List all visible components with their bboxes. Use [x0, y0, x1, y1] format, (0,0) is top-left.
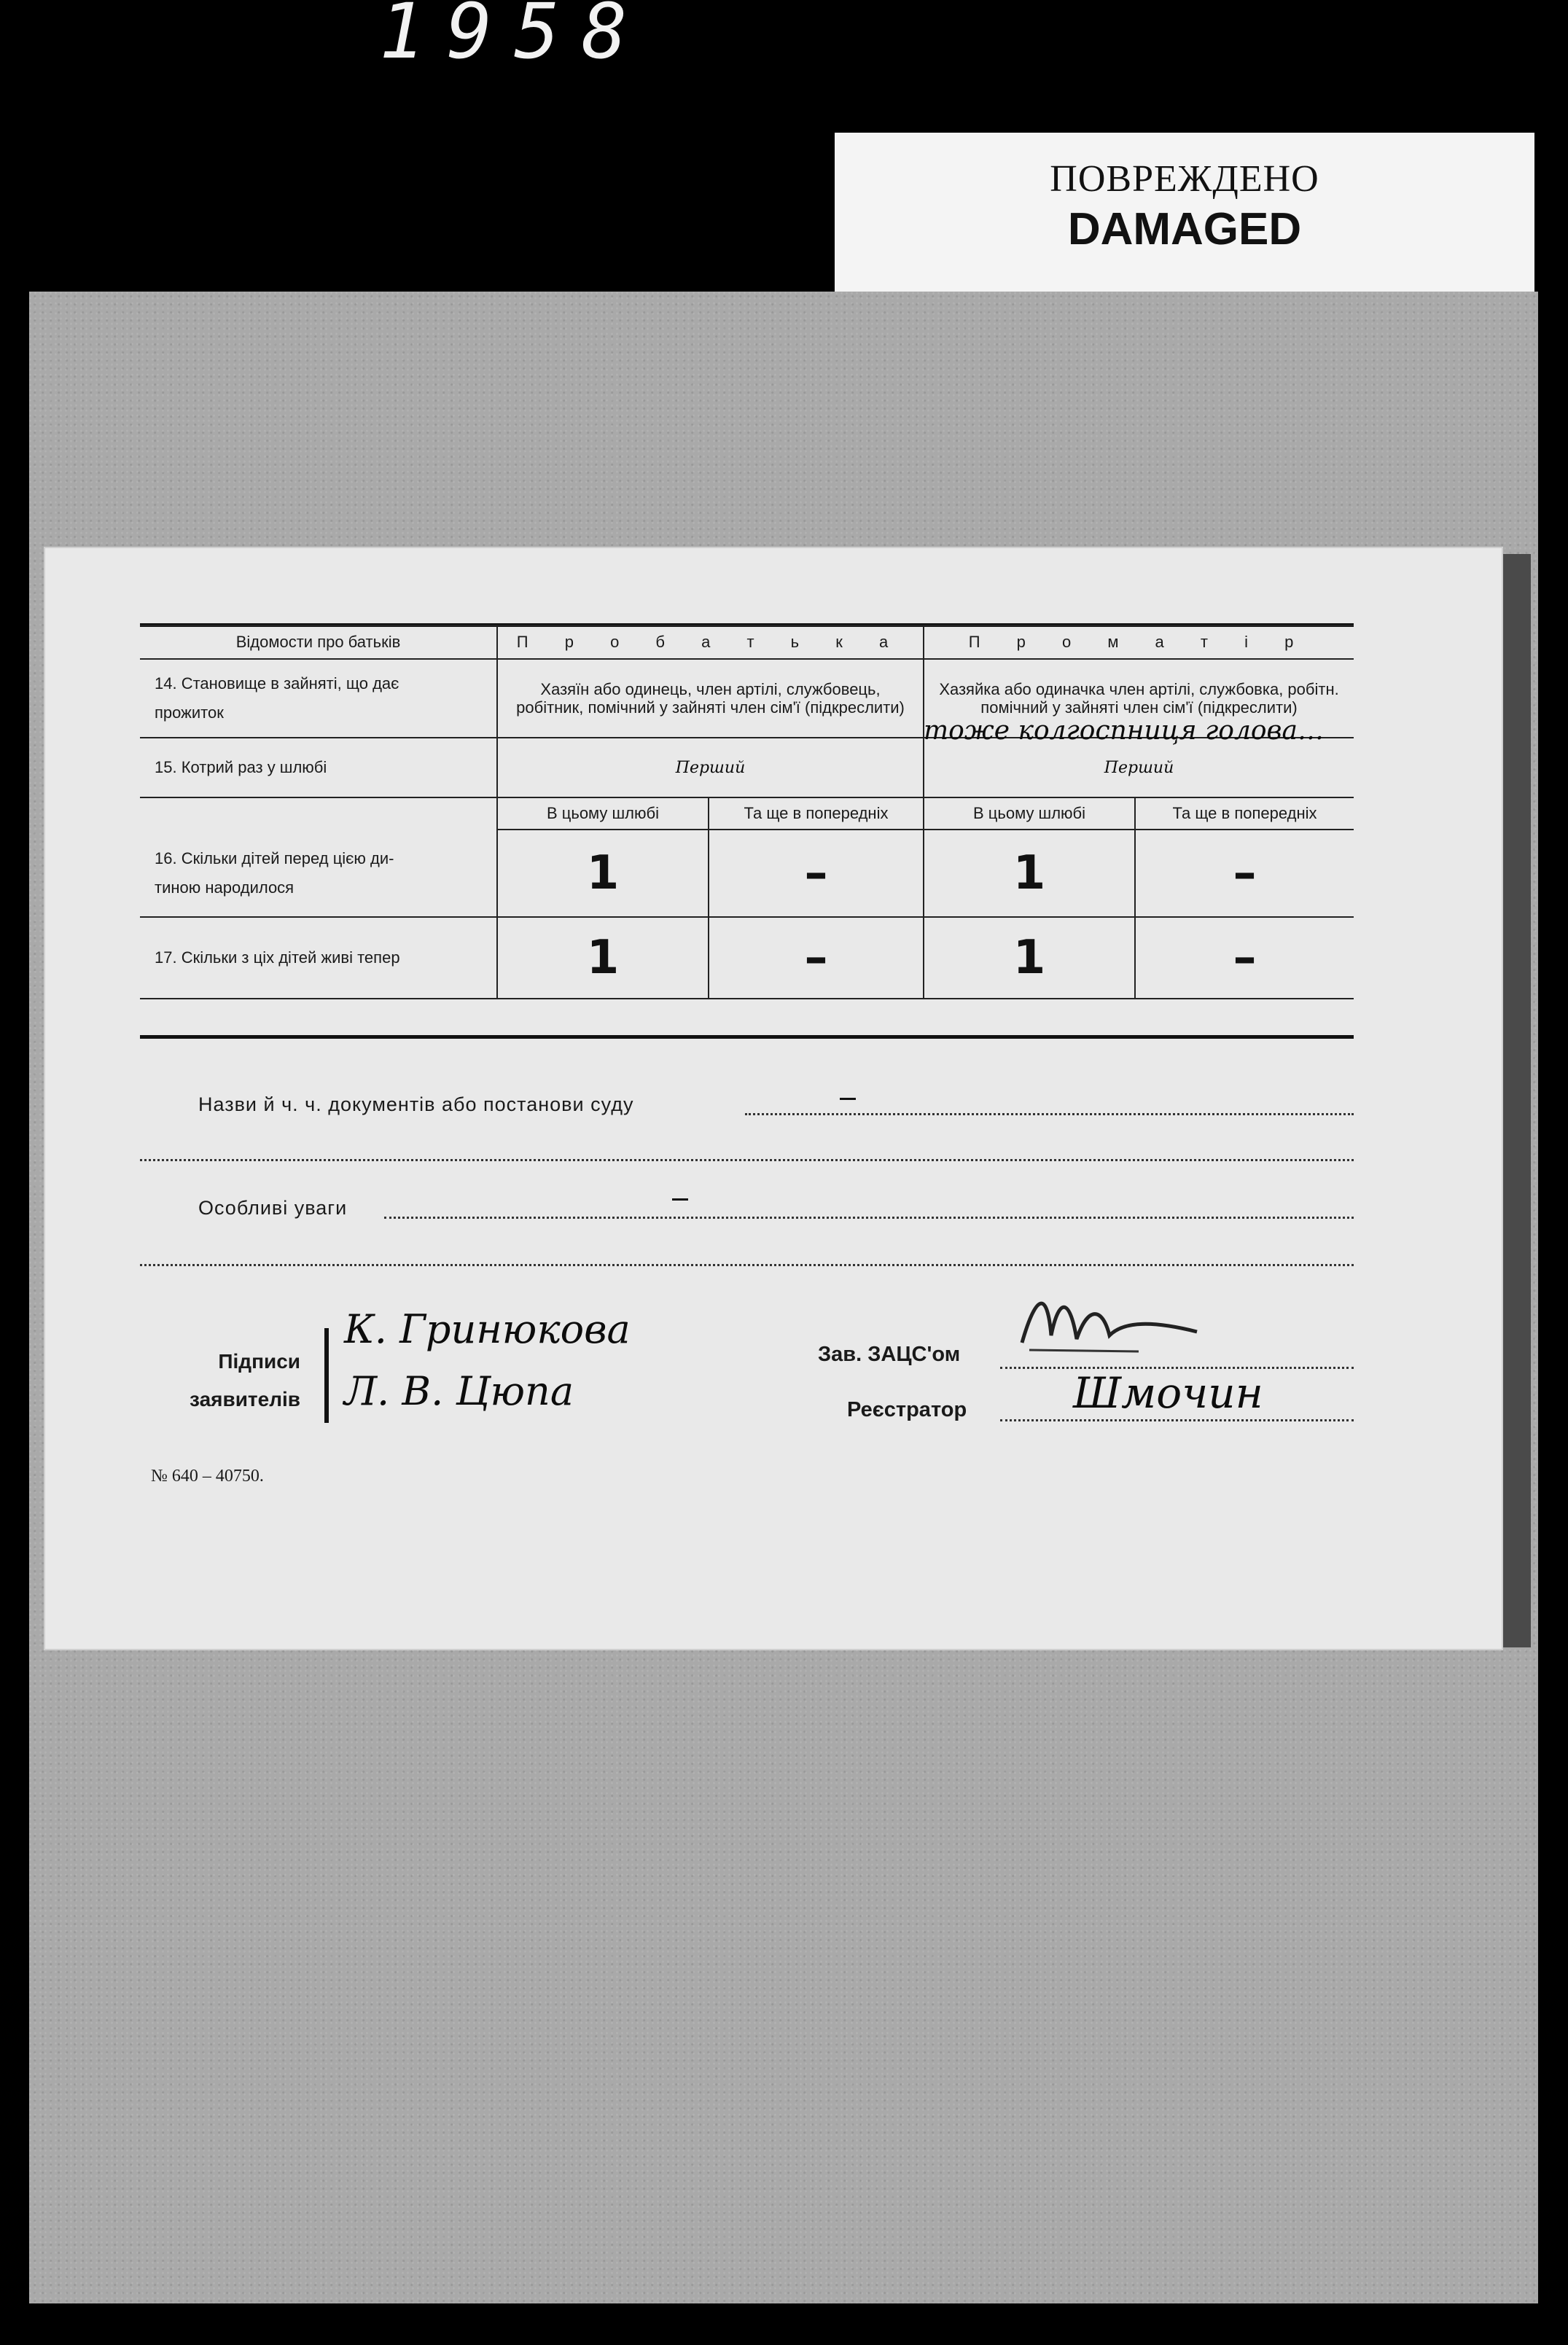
applicant-signature-1: К. Гринюкова [344, 1306, 631, 1352]
row-17-mother-this: 1 [924, 917, 1135, 999]
row-15-mother-value: Перший [924, 738, 1354, 797]
damaged-stamp [835, 133, 1534, 293]
row-17-father-prev: – [709, 917, 924, 999]
header-about-mother: П р о м а т і р [924, 625, 1354, 659]
applicants-label [155, 1343, 300, 1419]
subheader-mother-this: В цьому шлюбі [924, 797, 1135, 830]
subheader-mother-prev: Та ще в попередніх [1135, 797, 1354, 830]
form-number: № 640 – 40750. [151, 1467, 264, 1486]
applicant-signature-2: Л. В. Цюпа [344, 1368, 574, 1414]
documents-label: Назви й ч. ч. документів або постанови суду [198, 1093, 634, 1115]
documents-value [840, 1098, 856, 1100]
damaged-stamp-ru: ПОВРЕЖДЕНО [1050, 158, 1319, 200]
row-16-father-this: 1 [497, 830, 709, 917]
row-14-label [140, 659, 497, 738]
row-14-label-line1: 14. Становище в зайняті, що дає [155, 674, 399, 692]
row-16-mother-prev: – [1135, 830, 1354, 917]
head-signature-scribble [1007, 1277, 1226, 1365]
row-17-children-alive [140, 917, 1354, 999]
row-16-label [140, 830, 497, 917]
row-14-mother-options: Хазяйка або одиначка член артілі, службовка, робітн. помічний у зайняті член сім'ї (підкреслити) [924, 659, 1354, 738]
remarks-line [384, 1217, 1354, 1219]
remarks-line-2 [140, 1264, 1354, 1266]
row-15-father-value: Перший [497, 738, 924, 797]
parents-table [140, 625, 1354, 999]
damaged-stamp-en: DAMAGED [1067, 204, 1302, 254]
year-stamp: 1958 [379, 0, 650, 76]
signatures-brace [324, 1328, 329, 1423]
row-16-label-line1: 16. Скільки дітей перед цією ди- [155, 848, 394, 867]
header-about-father: П р о б а т ь к а [497, 625, 924, 659]
row-14-father-options: Хазяїн або одинець, член артілі, службовець, робітник, помічний у зайняті член сім'ї (підкреслити) [497, 659, 924, 738]
row-17-label: 17. Скільки з ціх дітей живі тепер [140, 917, 497, 999]
registrar-signature: Шмочин [1073, 1368, 1263, 1418]
row-17-mother-prev: – [1135, 917, 1354, 999]
row-16-mother-this: 1 [924, 830, 1135, 917]
row-14-label-line2: прожиток [155, 703, 224, 722]
table-bottom-rule [140, 1035, 1354, 1039]
subheader-father-this: В цьому шлюбі [497, 797, 709, 830]
documents-line-2 [140, 1159, 1354, 1161]
remarks-label: Особливі уваги [198, 1197, 348, 1219]
applicants-label-line2: заявителів [190, 1388, 300, 1410]
row-15-label: 15. Котрий раз у шлюбі [140, 738, 497, 797]
registrar-signature-line [1000, 1419, 1354, 1421]
applicants-label-line1: Підписи [218, 1350, 300, 1373]
card-shadow [1502, 554, 1531, 1647]
row-16-label-line2: тиною народилося [155, 878, 295, 897]
row-17-father-this: 1 [497, 917, 709, 999]
row-15-marriage-number [140, 738, 1354, 797]
registration-card [45, 548, 1502, 1649]
subheader-blank [140, 797, 497, 830]
registrar-label: Реєстратор [847, 1398, 967, 1421]
row-14-mother-handwriting: тоже колгоспниця голова… [924, 716, 1324, 746]
table-header-row [140, 625, 1354, 659]
row-16-children-born [140, 830, 1354, 917]
remarks-value [672, 1198, 688, 1201]
head-of-registry-label: Зав. ЗАЦС'ом [818, 1343, 961, 1366]
subheader-father-prev: Та ще в попередніх [709, 797, 924, 830]
header-parents-info: Відомости про батьків [140, 625, 497, 659]
documents-line [745, 1113, 1354, 1115]
row-16-father-prev: – [709, 830, 924, 917]
children-subheader-row [140, 797, 1354, 830]
